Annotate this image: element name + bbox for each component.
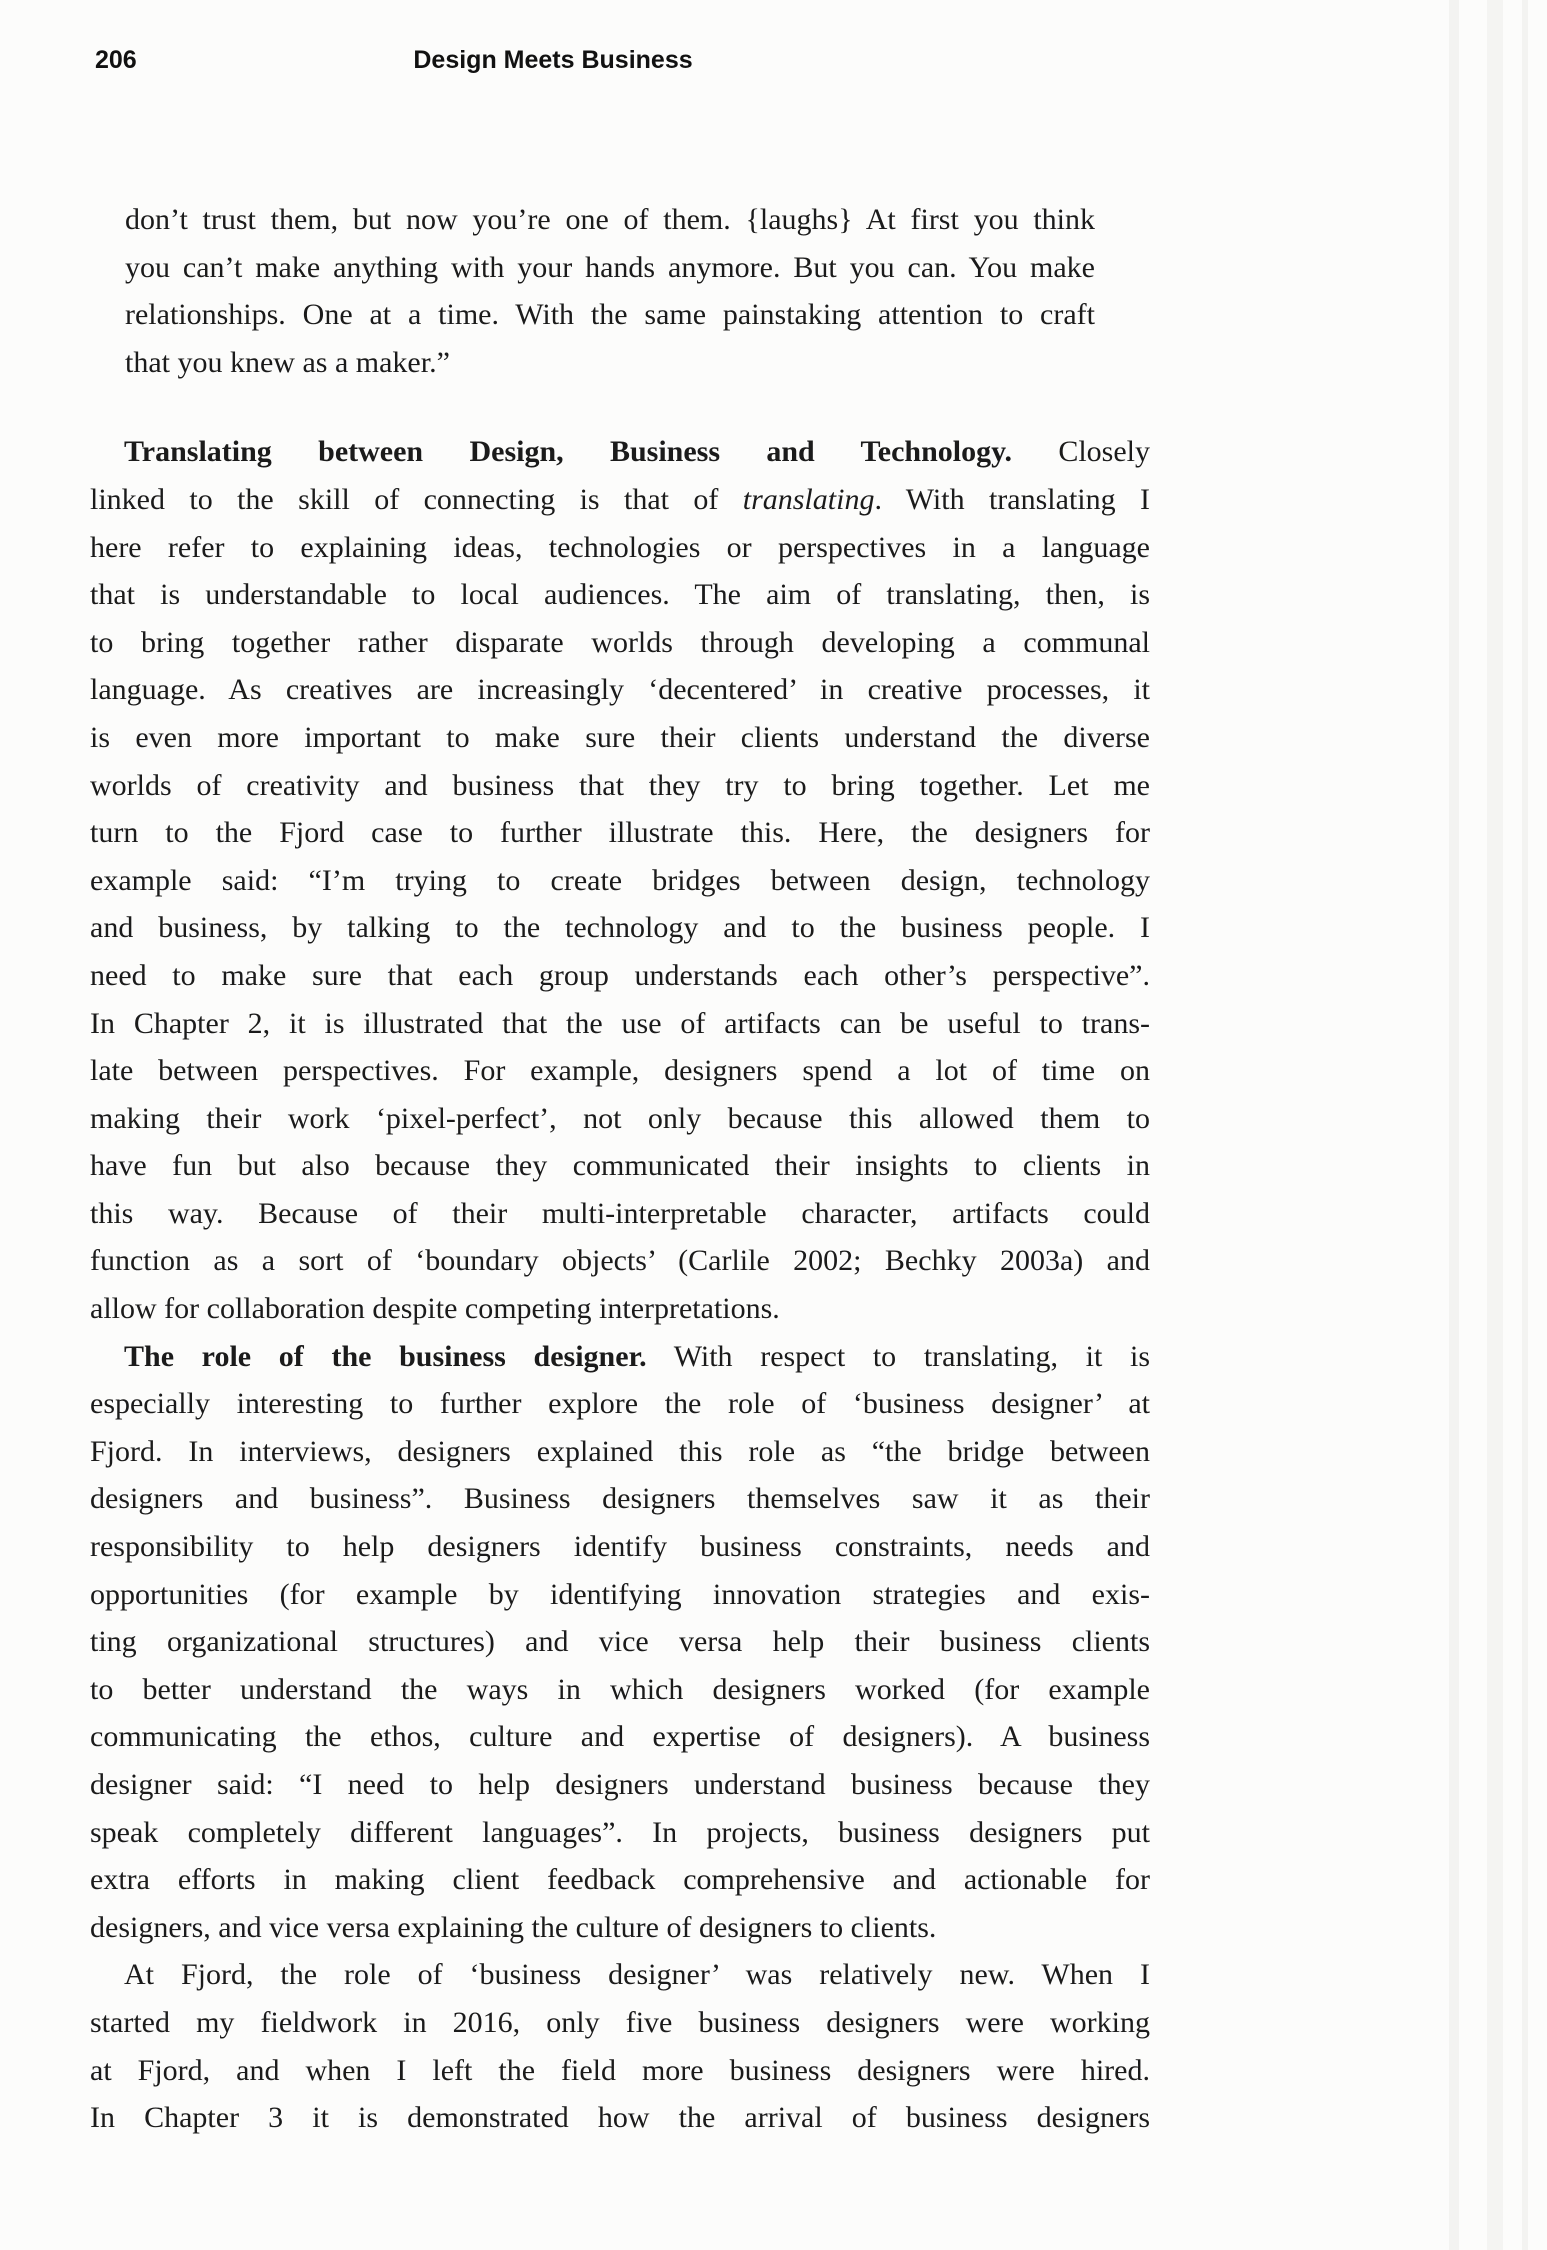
text-line: need to make sure that each group understands each other’s perspective”. — [90, 958, 1150, 992]
running-title: Design Meets Business — [413, 46, 693, 74]
text-line: to better understand the ways in which designers worked (for example — [90, 1672, 1150, 1706]
text-line: The role of the business designer. With respect to translating, it is — [124, 1339, 1150, 1373]
text-line: here refer to explaining ideas, technologies or perspectives in a language — [90, 530, 1150, 564]
body-paragraph — [90, 1333, 1150, 1952]
text-line: worlds of creativity and business that they try to bring together. Let me — [90, 768, 1150, 802]
text-line: allow for collaboration despite competing interpretations. — [90, 1292, 780, 1326]
text-line: that is understandable to local audiences. The aim of translating, then, is — [90, 578, 1150, 612]
text-line: At Fjord, the role of ‘business designer’ was relatively new. When I — [124, 1958, 1150, 1992]
text-line: In Chapter 3 it is demonstrated how the arrival of business designers — [90, 2101, 1150, 2135]
block-quote — [125, 196, 1095, 386]
text-line: late between perspectives. For example, designers spend a lot of time on — [90, 1054, 1150, 1088]
text-column — [90, 196, 1150, 2142]
text-line: making their work ‘pixel-perfect’, not only because this allowed them to — [90, 1101, 1150, 1135]
page-number: 206 — [95, 46, 137, 74]
text-line: communicating the ethos, culture and expertise of designers). A business — [90, 1720, 1150, 1754]
scan-streak — [1522, 0, 1528, 2250]
text-line: especially interesting to further explore the role of ‘business designer’ at — [90, 1387, 1150, 1421]
text-line: you can’t make anything with your hands anymore. But you can. You make — [125, 250, 1095, 284]
text-line: to bring together rather disparate worlds through developing a communal — [90, 625, 1150, 659]
text-line: don’t trust them, but now you’re one of them. {laughs} At first you think — [125, 203, 1095, 236]
scan-streak — [1449, 0, 1459, 2250]
scan-streak — [1487, 0, 1503, 2250]
text-line: language. As creatives are increasingly ‘decentered’ in creative processes, it — [90, 673, 1150, 707]
text-line: this way. Because of their multi-interpretable character, artifacts could — [90, 1196, 1150, 1230]
text-line: extra efforts in making client feedback comprehensive and actionable for — [90, 1863, 1150, 1897]
text-line: is even more important to make sure their clients understand the diverse — [90, 720, 1150, 754]
running-header — [0, 46, 1547, 78]
text-line: and business, by talking to the technology and to the business people. I — [90, 911, 1150, 945]
text-line: speak completely different languages”. In projects, business designers put — [90, 1815, 1150, 1849]
text-line: linked to the skill of connecting is that of translating. With translating I — [90, 482, 1150, 516]
text-line: opportunities (for example by identifying innovation strategies and exis- — [90, 1577, 1150, 1611]
text-line: designers and business”. Business designers themselves saw it as their — [90, 1482, 1150, 1516]
body-paragraph — [90, 428, 1150, 1332]
body-paragraph — [90, 1951, 1150, 2141]
text-line: that you knew as a maker.” — [125, 345, 450, 379]
text-line: relationships. One at a time. With the same painstaking attention to craft — [125, 298, 1095, 332]
text-line: have fun but also because they communicated their insights to clients in — [90, 1149, 1150, 1183]
text-line: ting organizational structures) and vice versa help their business clients — [90, 1625, 1150, 1659]
text-line: example said: “I’m trying to create bridges between design, technology — [90, 863, 1150, 897]
text-line: responsibility to help designers identify business constraints, needs and — [90, 1530, 1150, 1564]
text-line: at Fjord, and when I left the field more business designers were hired. — [90, 2053, 1150, 2087]
text-line: Translating between Design, Business and Technology. Closely — [124, 435, 1150, 469]
text-line: Fjord. In interviews, designers explained this role as “the bridge between — [90, 1434, 1150, 1468]
text-line: designers, and vice versa explaining the culture of designers to clients. — [90, 1910, 937, 1944]
text-line: In Chapter 2, it is illustrated that the use of artifacts can be useful to trans- — [90, 1006, 1150, 1040]
text-line: started my fieldwork in 2016, only five business designers were working — [90, 2005, 1150, 2039]
text-line: designer said: “I need to help designers understand business because they — [90, 1768, 1150, 1801]
text-line: turn to the Fjord case to further illustrate this. Here, the designers for — [90, 816, 1150, 850]
text-line: function as a sort of ‘boundary objects’ (Carlile 2002; Bechky 2003a) and — [90, 1244, 1150, 1278]
